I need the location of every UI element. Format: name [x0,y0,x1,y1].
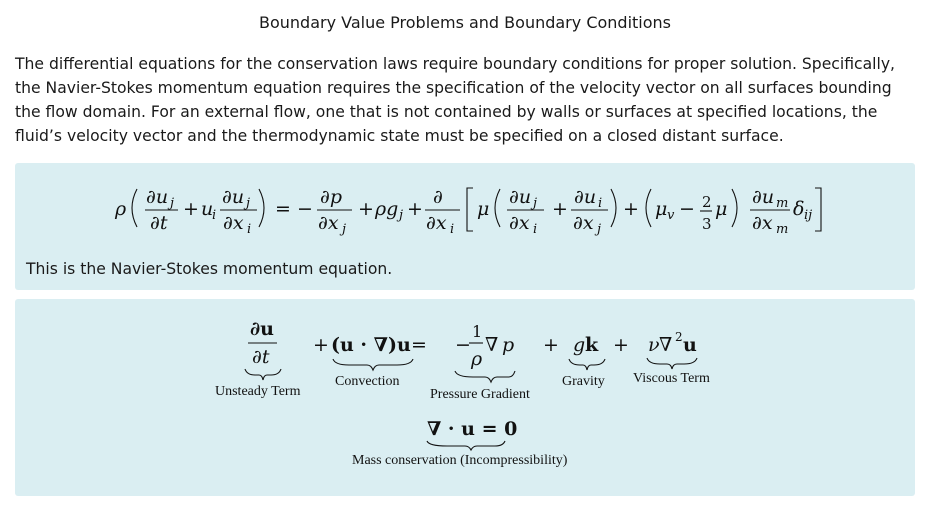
label-convection: Convection [335,374,400,389]
svg-text:∂x: ∂x [318,212,339,234]
svg-text:=: = [411,334,427,356]
svg-text:+: + [358,198,374,220]
svg-text:∂u: ∂u [574,186,597,208]
svg-text:∂u: ∂u [509,186,532,208]
svg-text:j: j [399,208,404,223]
svg-text:i: i [247,222,252,237]
svg-text:∇: ∇ [659,334,673,356]
svg-text:∂t: ∂t [150,212,168,234]
svg-text:j: j [246,196,251,211]
svg-text:i: i [598,196,603,211]
label-unsteady-term: Unsteady Term [215,384,301,399]
svg-text:∂u: ∂u [146,186,169,208]
svg-text:u: u [683,334,697,356]
svg-text:ρ: ρ [115,198,127,220]
svg-text:ij: ij [804,208,813,223]
svg-text:p: p [502,334,515,356]
svg-text:m: m [776,196,789,211]
svg-text:∂x: ∂x [223,212,244,234]
svg-text:m: m [776,222,789,237]
svg-text:−: − [455,334,471,356]
svg-text:2: 2 [675,330,683,344]
svg-text:+: + [183,198,199,220]
svg-text:∂x: ∂x [509,212,530,234]
svg-text:∂x: ∂x [752,212,773,234]
vector-form-box [15,299,915,496]
svg-text:+: + [543,334,559,356]
svg-text:j: j [533,196,538,211]
svg-text:∂: ∂ [433,186,443,208]
svg-text:i: i [450,222,455,237]
label-mass-conservation: Mass conservation (Incompressibility) [352,453,568,468]
svg-text:+: + [613,334,629,356]
page-title: Boundary Value Problems and Boundary Conditions [258,13,671,32]
svg-text:∇: ∇ [485,334,499,356]
svg-text:i: i [533,222,538,237]
svg-text:ρ: ρ [471,348,483,370]
svg-text:∂t: ∂t [252,346,270,368]
label-gravity: Gravity [562,374,605,389]
svg-text:j: j [170,196,175,211]
svg-text:ν: ν [648,334,660,356]
svg-text:(u · ∇)u: (u · ∇)u [331,334,411,356]
svg-text:∂u: ∂u [752,186,775,208]
svg-text:∇ · u = 0: ∇ · u = 0 [427,418,518,440]
svg-text:2: 2 [702,193,712,211]
navier-stokes-equation-box [15,163,915,290]
svg-text:μ: μ [655,198,668,220]
svg-text:1: 1 [472,322,483,341]
svg-text:ρg: ρg [375,198,399,220]
svg-text:+: + [623,198,639,220]
label-pressure-gradient: Pressure Gradient [430,387,530,402]
svg-text:+: + [552,198,568,220]
svg-text:∂x: ∂x [426,212,447,234]
svg-text:μ: μ [715,198,728,220]
svg-text:v: v [667,208,675,223]
svg-text:u: u [201,198,214,220]
svg-text:μ: μ [477,198,490,220]
svg-text:j: j [342,222,347,237]
svg-text:∂u: ∂u [250,318,274,340]
svg-text:= −: = − [275,198,313,220]
equation-caption: This is the Navier-Stokes momentum equation. [26,260,393,278]
svg-text:∂x: ∂x [573,212,594,234]
svg-text:+: + [313,334,329,356]
svg-text:∂u: ∂u [222,186,245,208]
svg-text:j: j [597,222,602,237]
svg-text:i: i [212,208,217,223]
label-viscous-term: Viscous Term [633,371,710,386]
svg-text:−: − [679,198,695,220]
svg-text:+: + [407,198,423,220]
svg-text:g: g [573,334,586,356]
intro-paragraph: The differential equations for the conservation laws require boundary conditions for proper solution. Specifically, the Navier-Stokes momentum equation requires the specification of the velocity vector on all surfaces bounding the flow domain. For an external flow, one that is not contained by walls or surfaces at specified locations, the fluid’s velocity vector and the thermodynamic state must be specified on a closed distant surface. [15,55,896,145]
svg-text:∂p: ∂p [320,186,342,208]
svg-text:δ: δ [793,198,805,220]
svg-text:3: 3 [702,215,712,233]
vector-form-equation [15,299,915,496]
svg-text:k: k [585,334,599,356]
